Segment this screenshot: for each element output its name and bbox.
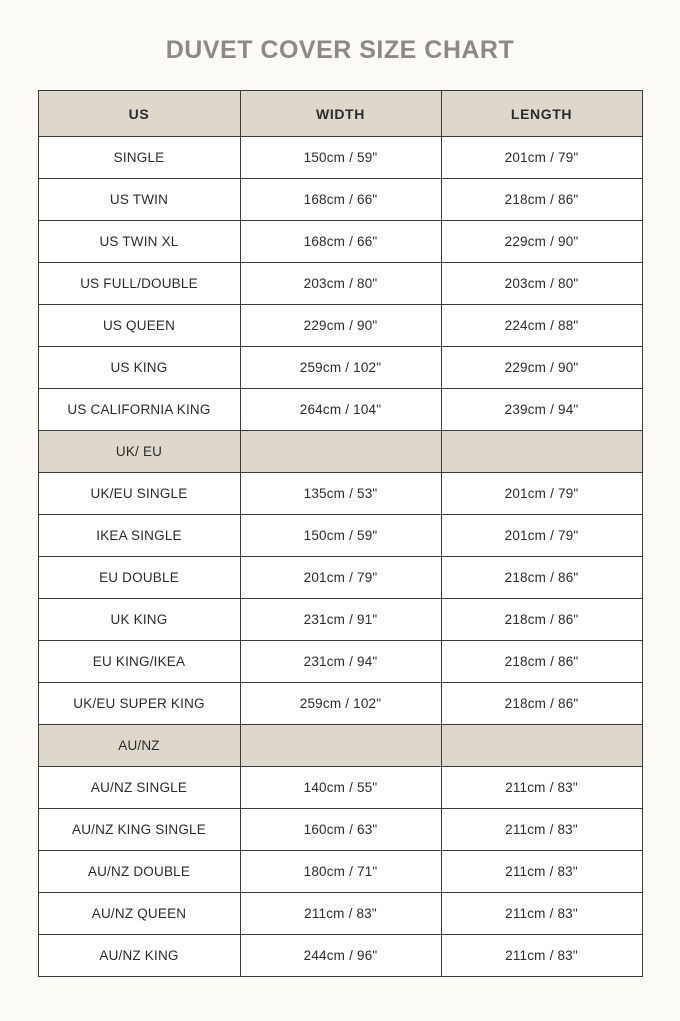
size-name: EU DOUBLE: [38, 557, 240, 599]
table-row: [38, 893, 642, 935]
table-row: [38, 683, 642, 725]
size-name: US TWIN XL: [38, 221, 240, 263]
size-width: 259cm / 102": [240, 347, 441, 389]
size-name: UK/EU SUPER KING: [38, 683, 240, 725]
size-length: 218cm / 86": [441, 179, 642, 221]
size-name: UK KING: [38, 599, 240, 641]
size-name: US QUEEN: [38, 305, 240, 347]
size-name: IKEA SINGLE: [38, 515, 240, 557]
size-width: 203cm / 80": [240, 263, 441, 305]
region-blank-width: [240, 431, 441, 473]
size-width: 211cm / 83": [240, 893, 441, 935]
size-length: 218cm / 86": [441, 557, 642, 599]
size-name: AU/NZ KING: [38, 935, 240, 977]
size-length: 218cm / 86": [441, 599, 642, 641]
column-header-us: US: [38, 91, 240, 137]
size-name: US FULL/DOUBLE: [38, 263, 240, 305]
table-row: [38, 473, 642, 515]
table-row: [38, 263, 642, 305]
size-width: 150cm / 59": [240, 515, 441, 557]
size-length: 201cm / 79": [441, 473, 642, 515]
column-header-length: LENGTH: [441, 91, 642, 137]
table-row: [38, 767, 642, 809]
size-name: AU/NZ SINGLE: [38, 767, 240, 809]
size-name: AU/NZ QUEEN: [38, 893, 240, 935]
table-row: [38, 515, 642, 557]
table-body: [38, 137, 642, 977]
table-row: [38, 641, 642, 683]
size-name: AU/NZ KING SINGLE: [38, 809, 240, 851]
size-width: 201cm / 79": [240, 557, 441, 599]
size-width: 231cm / 91": [240, 599, 441, 641]
size-length: 218cm / 86": [441, 641, 642, 683]
size-length: 211cm / 83": [441, 767, 642, 809]
size-length: 218cm / 86": [441, 683, 642, 725]
size-length: 201cm / 79": [441, 137, 642, 179]
table-row: [38, 137, 642, 179]
table-row: [38, 389, 642, 431]
size-width: 259cm / 102": [240, 683, 441, 725]
size-name: US KING: [38, 347, 240, 389]
region-blank-width: [240, 725, 441, 767]
size-name: US TWIN: [38, 179, 240, 221]
region-label: AU/NZ: [38, 725, 240, 767]
size-length: 203cm / 80": [441, 263, 642, 305]
size-name: EU KING/IKEA: [38, 641, 240, 683]
region-label: UK/ EU: [38, 431, 240, 473]
size-width: 168cm / 66": [240, 179, 441, 221]
size-length: 229cm / 90": [441, 221, 642, 263]
table-row: [38, 305, 642, 347]
size-width: 150cm / 59": [240, 137, 441, 179]
size-width: 180cm / 71": [240, 851, 441, 893]
size-length: 211cm / 83": [441, 893, 642, 935]
size-width: 135cm / 53": [240, 473, 441, 515]
region-header-row: [38, 431, 642, 473]
size-length: 211cm / 83": [441, 851, 642, 893]
size-width: 244cm / 96": [240, 935, 441, 977]
size-width: 229cm / 90": [240, 305, 441, 347]
size-width: 160cm / 63": [240, 809, 441, 851]
size-name: SINGLE: [38, 137, 240, 179]
size-length: 201cm / 79": [441, 515, 642, 557]
size-width: 140cm / 55": [240, 767, 441, 809]
duvet-size-table: [38, 90, 643, 977]
size-length: 211cm / 83": [441, 809, 642, 851]
page-title: DUVET COVER SIZE CHART: [165, 36, 515, 64]
size-length: 224cm / 88": [441, 305, 642, 347]
table-row: [38, 809, 642, 851]
size-width: 168cm / 66": [240, 221, 441, 263]
table-row: [38, 557, 642, 599]
size-length: 211cm / 83": [441, 935, 642, 977]
size-name: AU/NZ DOUBLE: [38, 851, 240, 893]
table-header-row: [38, 91, 642, 137]
size-width: 264cm / 104": [240, 389, 441, 431]
table-row: [38, 851, 642, 893]
table-row: [38, 599, 642, 641]
table-row: [38, 935, 642, 977]
size-name: UK/EU SINGLE: [38, 473, 240, 515]
size-length: 239cm / 94": [441, 389, 642, 431]
table-row: [38, 179, 642, 221]
size-width: 231cm / 94": [240, 641, 441, 683]
region-blank-length: [441, 431, 642, 473]
table-header: [38, 91, 642, 137]
column-header-width: WIDTH: [240, 91, 441, 137]
size-name: US CALIFORNIA KING: [38, 389, 240, 431]
region-header-row: [38, 725, 642, 767]
table-row: [38, 347, 642, 389]
region-blank-length: [441, 725, 642, 767]
size-length: 229cm / 90": [441, 347, 642, 389]
table-row: [38, 221, 642, 263]
